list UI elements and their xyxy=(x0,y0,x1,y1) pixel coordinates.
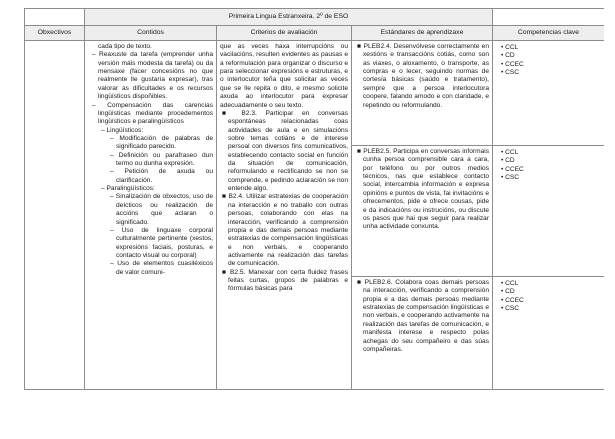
curriculum-table xyxy=(24,8,604,390)
competence-item: • CCL xyxy=(501,44,519,51)
list-item: – Petición de axuda ou clarificación. xyxy=(110,168,213,184)
competences-list xyxy=(499,44,601,77)
header-contents: Contidos xyxy=(85,26,217,41)
standard-cell xyxy=(352,41,493,146)
column-header-row xyxy=(25,26,605,41)
competence-item: • CCEC xyxy=(501,60,524,68)
header-criteria: Criterios de avaliación xyxy=(217,26,352,41)
list-item: – Modificación de palabras de significado parecido. xyxy=(110,134,213,151)
competence-item: • CSC xyxy=(501,305,520,313)
standard-cell xyxy=(352,146,493,277)
contents-line-top: cada tipo de texto. xyxy=(98,43,152,50)
title-blank-cell xyxy=(25,9,85,26)
standard-cell xyxy=(352,277,493,390)
competences-cell xyxy=(493,146,605,277)
title-blank-cell-right xyxy=(493,9,605,26)
list-item: – Definición ou parafraseo dun termo ou dunha expresión. xyxy=(110,151,213,168)
competence-item: • CD xyxy=(501,157,515,165)
criteria-continued: que as veces haxa interrupcións ou vacilacións, resulten evidentes as pausas e a reformulación para organizar o discurso e para seleccionar expresións e estruturas, e o interlocutor teña que solicitar as veces que se lle repita o dito, e mesmo solicite axuda ao interlocutor para expresar adecuadamente o seu texto. xyxy=(220,43,348,109)
standard-pleb26: ■ PLEB2.6. Colabora coas demais persoas na interacción, verificando a comprensión propia e a das demais persoas mediante estratexias de compensación lingüísticas e non verbais, e cooperando activamente na realización das tarefas de comunicación, e manifesta interese e respecto polas achegas do seu compañeiro e das súas compañeiras. xyxy=(357,279,489,353)
competences-list xyxy=(499,280,601,313)
table-row xyxy=(25,41,605,146)
competence-item: • CCEC xyxy=(501,296,524,304)
header-objectives: Obxectivos xyxy=(25,26,85,41)
competence-item: • CCEC xyxy=(501,165,524,173)
competence-item: • CCL xyxy=(501,280,519,287)
table-title: Primeira Lingua Estranxeira. 2º de ESO xyxy=(85,9,493,26)
criterion-b23: ■ B2.3. Participar en conversas espontáneas relacionadas coas actividades de aula e en simulacións sobre temas cotiáns e de interese persoal con diversos fins comunicativos, establecendo contacto social en función da situación de comunicación, reformulando e rectificando se non se comprende, e pedindo aclaración se non entende algo. xyxy=(222,109,348,193)
criterion-b24: ■ B2.4. Utilizar estratexias de cooperación na interacción e no traballo con outras persoas, colaborando con elas na interacción, verificando a comprensión propia e das demais persoas mediante estratexias de compensación lingüísticas e non verbais, e cooperando activamente na realización das tarefas de comunicación. xyxy=(222,193,348,268)
table-title-row xyxy=(25,9,605,26)
contents-list xyxy=(88,51,213,277)
competences-cell xyxy=(493,277,605,390)
curriculum-table-page xyxy=(24,8,604,392)
list-item: – Sinalización de obxectos, uso de deícticos ou realización de accións que aclaran o significado. xyxy=(110,193,213,226)
list-item: – Compensación das carencias lingüísticas mediante procedementos lingüísticos e paralingüísticos xyxy=(92,101,213,126)
competence-item: • CD xyxy=(501,288,515,296)
contents-cell xyxy=(85,41,217,390)
standard-pleb24: ■ PLEB2.4. Desenvólvese correctamente en xestións e transaccións cotiás, como son as viaxes, o aloxamento, o transporte, as compras e o lecer, seguindo normas de cortesía básicas (saúdo e tratamento), sempre que a persoa interlocutora coopere, falando amodo e con claridade, e repetindo ou reformulando. xyxy=(357,43,489,109)
list-item: – Lingüísticos: xyxy=(101,126,144,134)
competence-item: • CSC xyxy=(501,174,520,182)
list-item: – Uso de elementos cuasiléxicos de valor comuni- xyxy=(110,260,213,276)
list-item: – Paralingüísticos: xyxy=(101,185,155,193)
header-competences: Competencias clave xyxy=(493,26,605,41)
list-item: – Uso de linguaxe corporal culturalmente pertinente (xestos, expresións faciais, posturas, e contacto visual ou corporal) xyxy=(110,226,213,259)
objectives-cell xyxy=(25,41,85,390)
criterion-b25: ■ B2.5. Manexar con certa fluidez frases feitas curtas, grupos de palabras e fórmulas básicas para xyxy=(222,268,348,293)
standard-pleb25: ■ PLEB2.5. Participa en conversas informais cunha persoa comprensible cara a cara, por teléfono ou por outros medios técnicos, nas que establece contacto social, intercambia información e expresa opinións e puntos de vista, fai invitacións e ofrecementos, pide e ofrece cousas, pide e da indicacións ou instrucións, ou discute os pasos que hai que seguir para realizar unha actividade conxunta. xyxy=(357,148,489,231)
criteria-cell xyxy=(217,41,352,390)
competences-cell xyxy=(493,41,605,146)
list-item: – Reaxuste da tarefa (emprender unha versión máis modesta da tarefa) ou da mensaxe (facer concesións no que realmente lle gustaría expresar), tras valorar as dificultades e os recursos lingüísticos dispoñibles. xyxy=(92,51,213,101)
header-standards: Estándares de aprendizaxe xyxy=(352,26,493,41)
competences-list xyxy=(499,149,601,182)
competence-item: • CCL xyxy=(501,149,519,156)
competence-item: • CSC xyxy=(501,69,520,77)
competence-item: • CD xyxy=(501,52,515,60)
